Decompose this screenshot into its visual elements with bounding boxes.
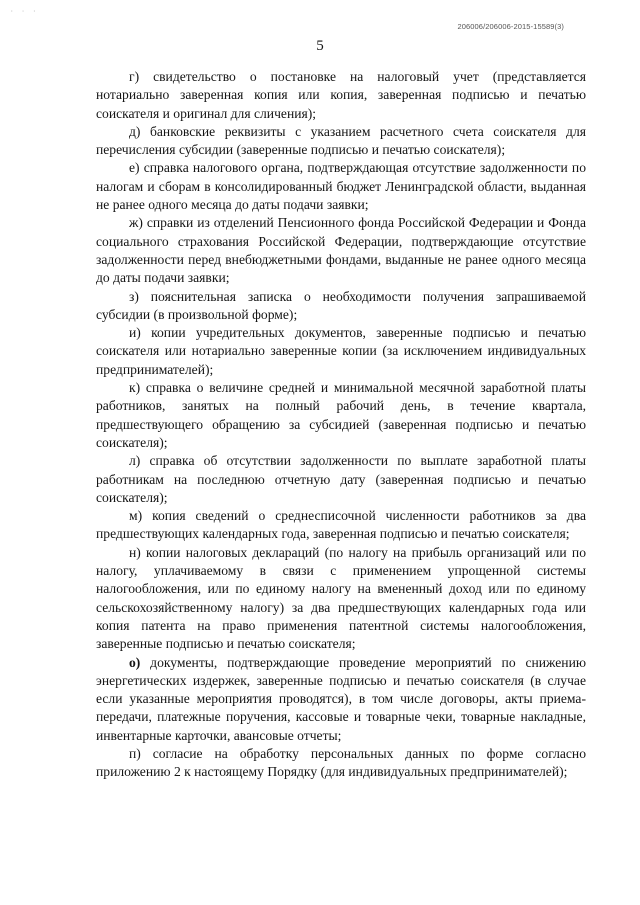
- paragraph-zh: ж) справки из отделений Пенсионного фонда Российской Федерации и Фонда социального страхования Российской Федерации, подтверждающие отсутствие задолженности перед внебюджетными фондами, выданные не ранее одного месяца до даты подачи заявки;: [96, 215, 586, 286]
- paragraph-l: л) справка об отсутствии задолженности по выплате заработной платы работникам на последнюю отчетную дату (заверенная подписью и печатью соискателя);: [96, 453, 586, 505]
- paragraph-k: к) справка о величине средней и минимальной месячной заработной платы работников, занятых на полный рабочий день, в течение квартала, предшествующего обращению за субсидией (заверенная подписью и печатью соискателя);: [96, 380, 586, 450]
- paragraph-i: и) копии учредительных документов, заверенные подписью и печатью соискателя или нотариально заверенные копии (за исключением индивидуальных предпринимателей);: [96, 325, 586, 377]
- scan-artifact: · · ·: [10, 8, 39, 15]
- paragraph-z: з) пояснительная записка о необходимости получения запрашиваемой субсидии (в произвольной форме);: [96, 288, 586, 322]
- paragraph-d: д) банковские реквизиты с указанием расчетного счета соискателя для перечисления субсидии (заверенные подписью и печатью соискателя);: [96, 123, 586, 158]
- paragraph-o: [96, 654, 586, 745]
- paragraph-g: г) свидетельство о постановке на налоговый учет (представляется нотариально заверенная копия или копия, заверенная подписью и печатью соискателя и оригинал для сличения);: [96, 69, 586, 121]
- document-id: 206006/206006-2015-15589(3): [457, 22, 564, 31]
- paragraph-e: е) справка налогового органа, подтверждающая отсутствие задолженности по налогам и сборам в консолидированный бюджет Ленинградской области, выданная не ранее одного месяца до даты подачи заявки;: [96, 160, 586, 213]
- paragraph-o-marker: о): [129, 654, 141, 670]
- paragraph-n: н) копии налоговых деклараций (по налогу на прибыль организаций или по налогу, уплачиваемому в связи с применением упрощенной системы налогообложения, или по единому налогу на вмененный доход или по единому сельскохозяйственному налогу) за два предшествующих календарных года или копия патента на право применения патентной системы налогообложения, заверенные подписью и печатью соискателя;: [96, 544, 586, 652]
- document-body: [96, 68, 586, 782]
- page-number: 5: [316, 38, 324, 54]
- paragraph-m: м) копия сведений о среднесписочной численности работников за два предшествующих календарных года, заверенная подписью и печатью соискателя;: [96, 508, 586, 542]
- paragraph-o-text: документы, подтверждающие проведение мероприятий по снижению энергетических издержек, заверенные подписью и печатью соискателя (в случае если указанные мероприятия проводятся), в том числе договоры, акты приема-передачи, платежные поручения, кассовые и товарные чеки, товарные накладные, инвентарные карточки, авансовые отчеты;: [96, 654, 586, 743]
- paragraph-p: п) согласие на обработку персональных данных по форме согласно приложению 2 к настоящему Порядку (для индивидуальных предпринимателей);: [96, 745, 586, 780]
